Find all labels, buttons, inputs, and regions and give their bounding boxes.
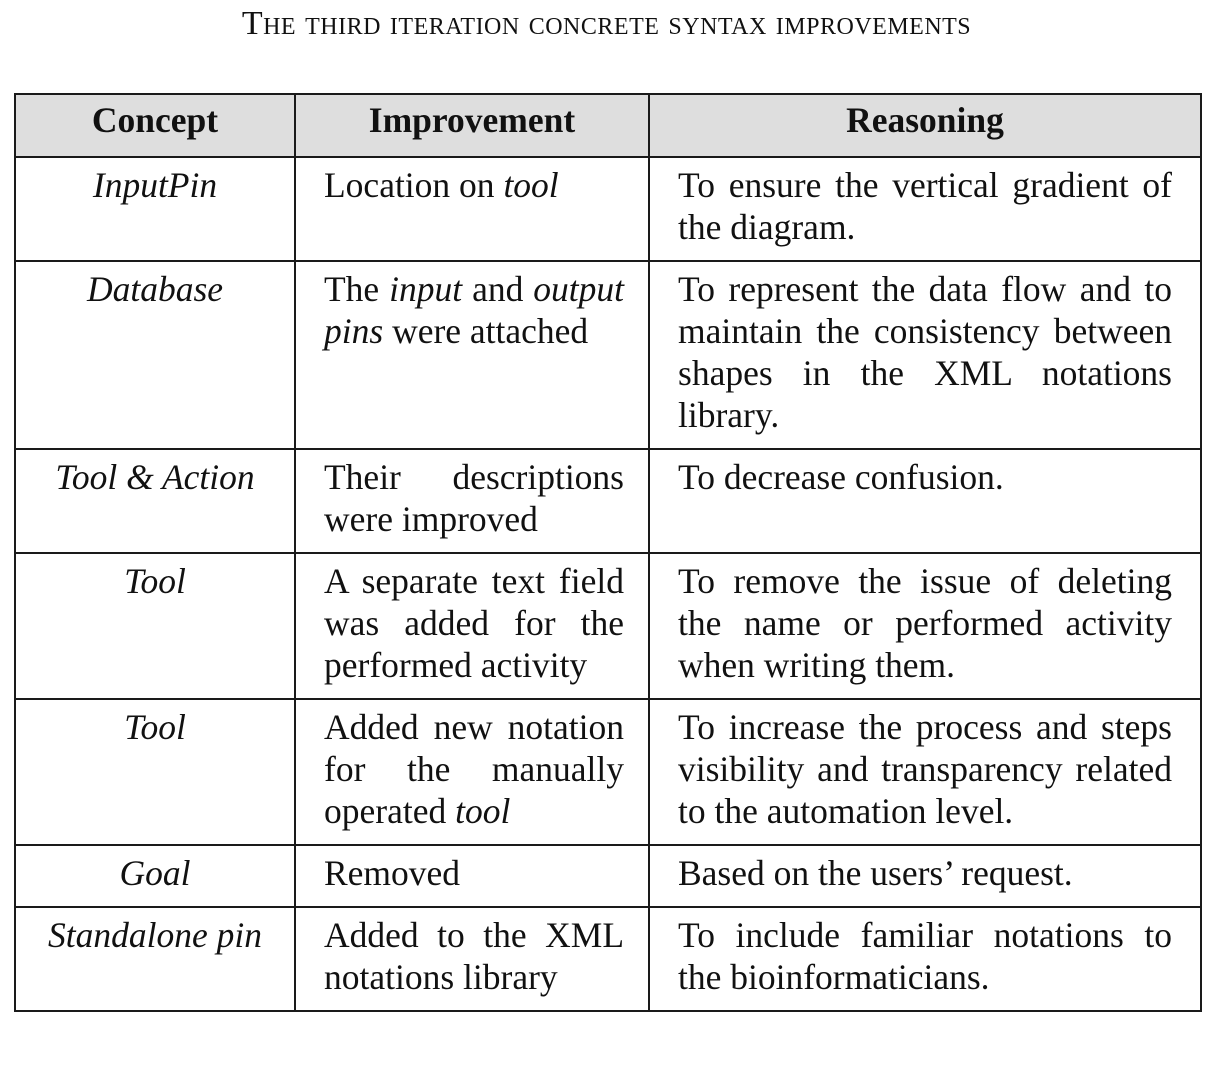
improvement-cell — [295, 261, 649, 449]
improvement-italic-term: output pins — [324, 269, 624, 351]
improvement-text: and — [462, 269, 534, 309]
concept-cell: Tool — [15, 553, 295, 699]
improvement-text: Added new notation for the manually operated — [324, 707, 624, 831]
table-row — [15, 845, 1201, 907]
improvement-italic-term: tool — [455, 791, 511, 831]
table-row — [15, 449, 1201, 553]
improvement-text: A separate text field was added for the performed activity — [324, 561, 624, 685]
reasoning-cell: To include familiar notations to the bioinformaticians. — [649, 907, 1201, 1011]
improvement-italic-term: input — [389, 269, 463, 309]
concept-cell: Goal — [15, 845, 295, 907]
improvement-text: Removed — [324, 853, 461, 893]
improvements-table — [14, 93, 1202, 1012]
concept-cell: InputPin — [15, 157, 295, 261]
table-row — [15, 699, 1201, 845]
concept-cell: Standalone pin — [15, 907, 295, 1011]
reasoning-cell: Based on the users’ request. — [649, 845, 1201, 907]
improvement-italic-term: tool — [503, 165, 559, 205]
table-row — [15, 907, 1201, 1011]
table-body — [15, 157, 1201, 1011]
improvement-cell — [295, 449, 649, 553]
reasoning-cell: To remove the issue of deleting the name or performed activity when writing them. — [649, 553, 1201, 699]
improvement-cell — [295, 157, 649, 261]
improvement-text: Added to the XML notations library — [324, 915, 624, 997]
concept-cell: Tool — [15, 699, 295, 845]
improvement-text: Their descriptions were improved — [324, 457, 624, 539]
table-row — [15, 553, 1201, 699]
header-concept: Concept — [15, 94, 295, 157]
improvement-cell — [295, 845, 649, 907]
improvement-text: Location on — [324, 165, 504, 205]
concept-cell: Tool & Action — [15, 449, 295, 553]
table-row — [15, 261, 1201, 449]
improvement-cell — [295, 699, 649, 845]
table-caption: The third iteration concrete syntax improvements — [241, 5, 972, 42]
improvement-text: The — [324, 269, 390, 309]
reasoning-cell: To ensure the vertical gradient of the diagram. — [649, 157, 1201, 261]
header-reasoning: Reasoning — [649, 94, 1201, 157]
improvement-text: were attached — [383, 311, 589, 351]
reasoning-cell: To represent the data flow and to maintain the consistency between shapes in the XML notations library. — [649, 261, 1201, 449]
table-row — [15, 157, 1201, 261]
reasoning-cell: To decrease confusion. — [649, 449, 1201, 553]
concept-cell: Database — [15, 261, 295, 449]
improvement-cell — [295, 553, 649, 699]
improvement-cell — [295, 907, 649, 1011]
header-improvement: Improvement — [295, 94, 649, 157]
reasoning-cell: To increase the process and steps visibility and transparency related to the automation level. — [649, 699, 1201, 845]
table-header-row — [15, 94, 1201, 157]
